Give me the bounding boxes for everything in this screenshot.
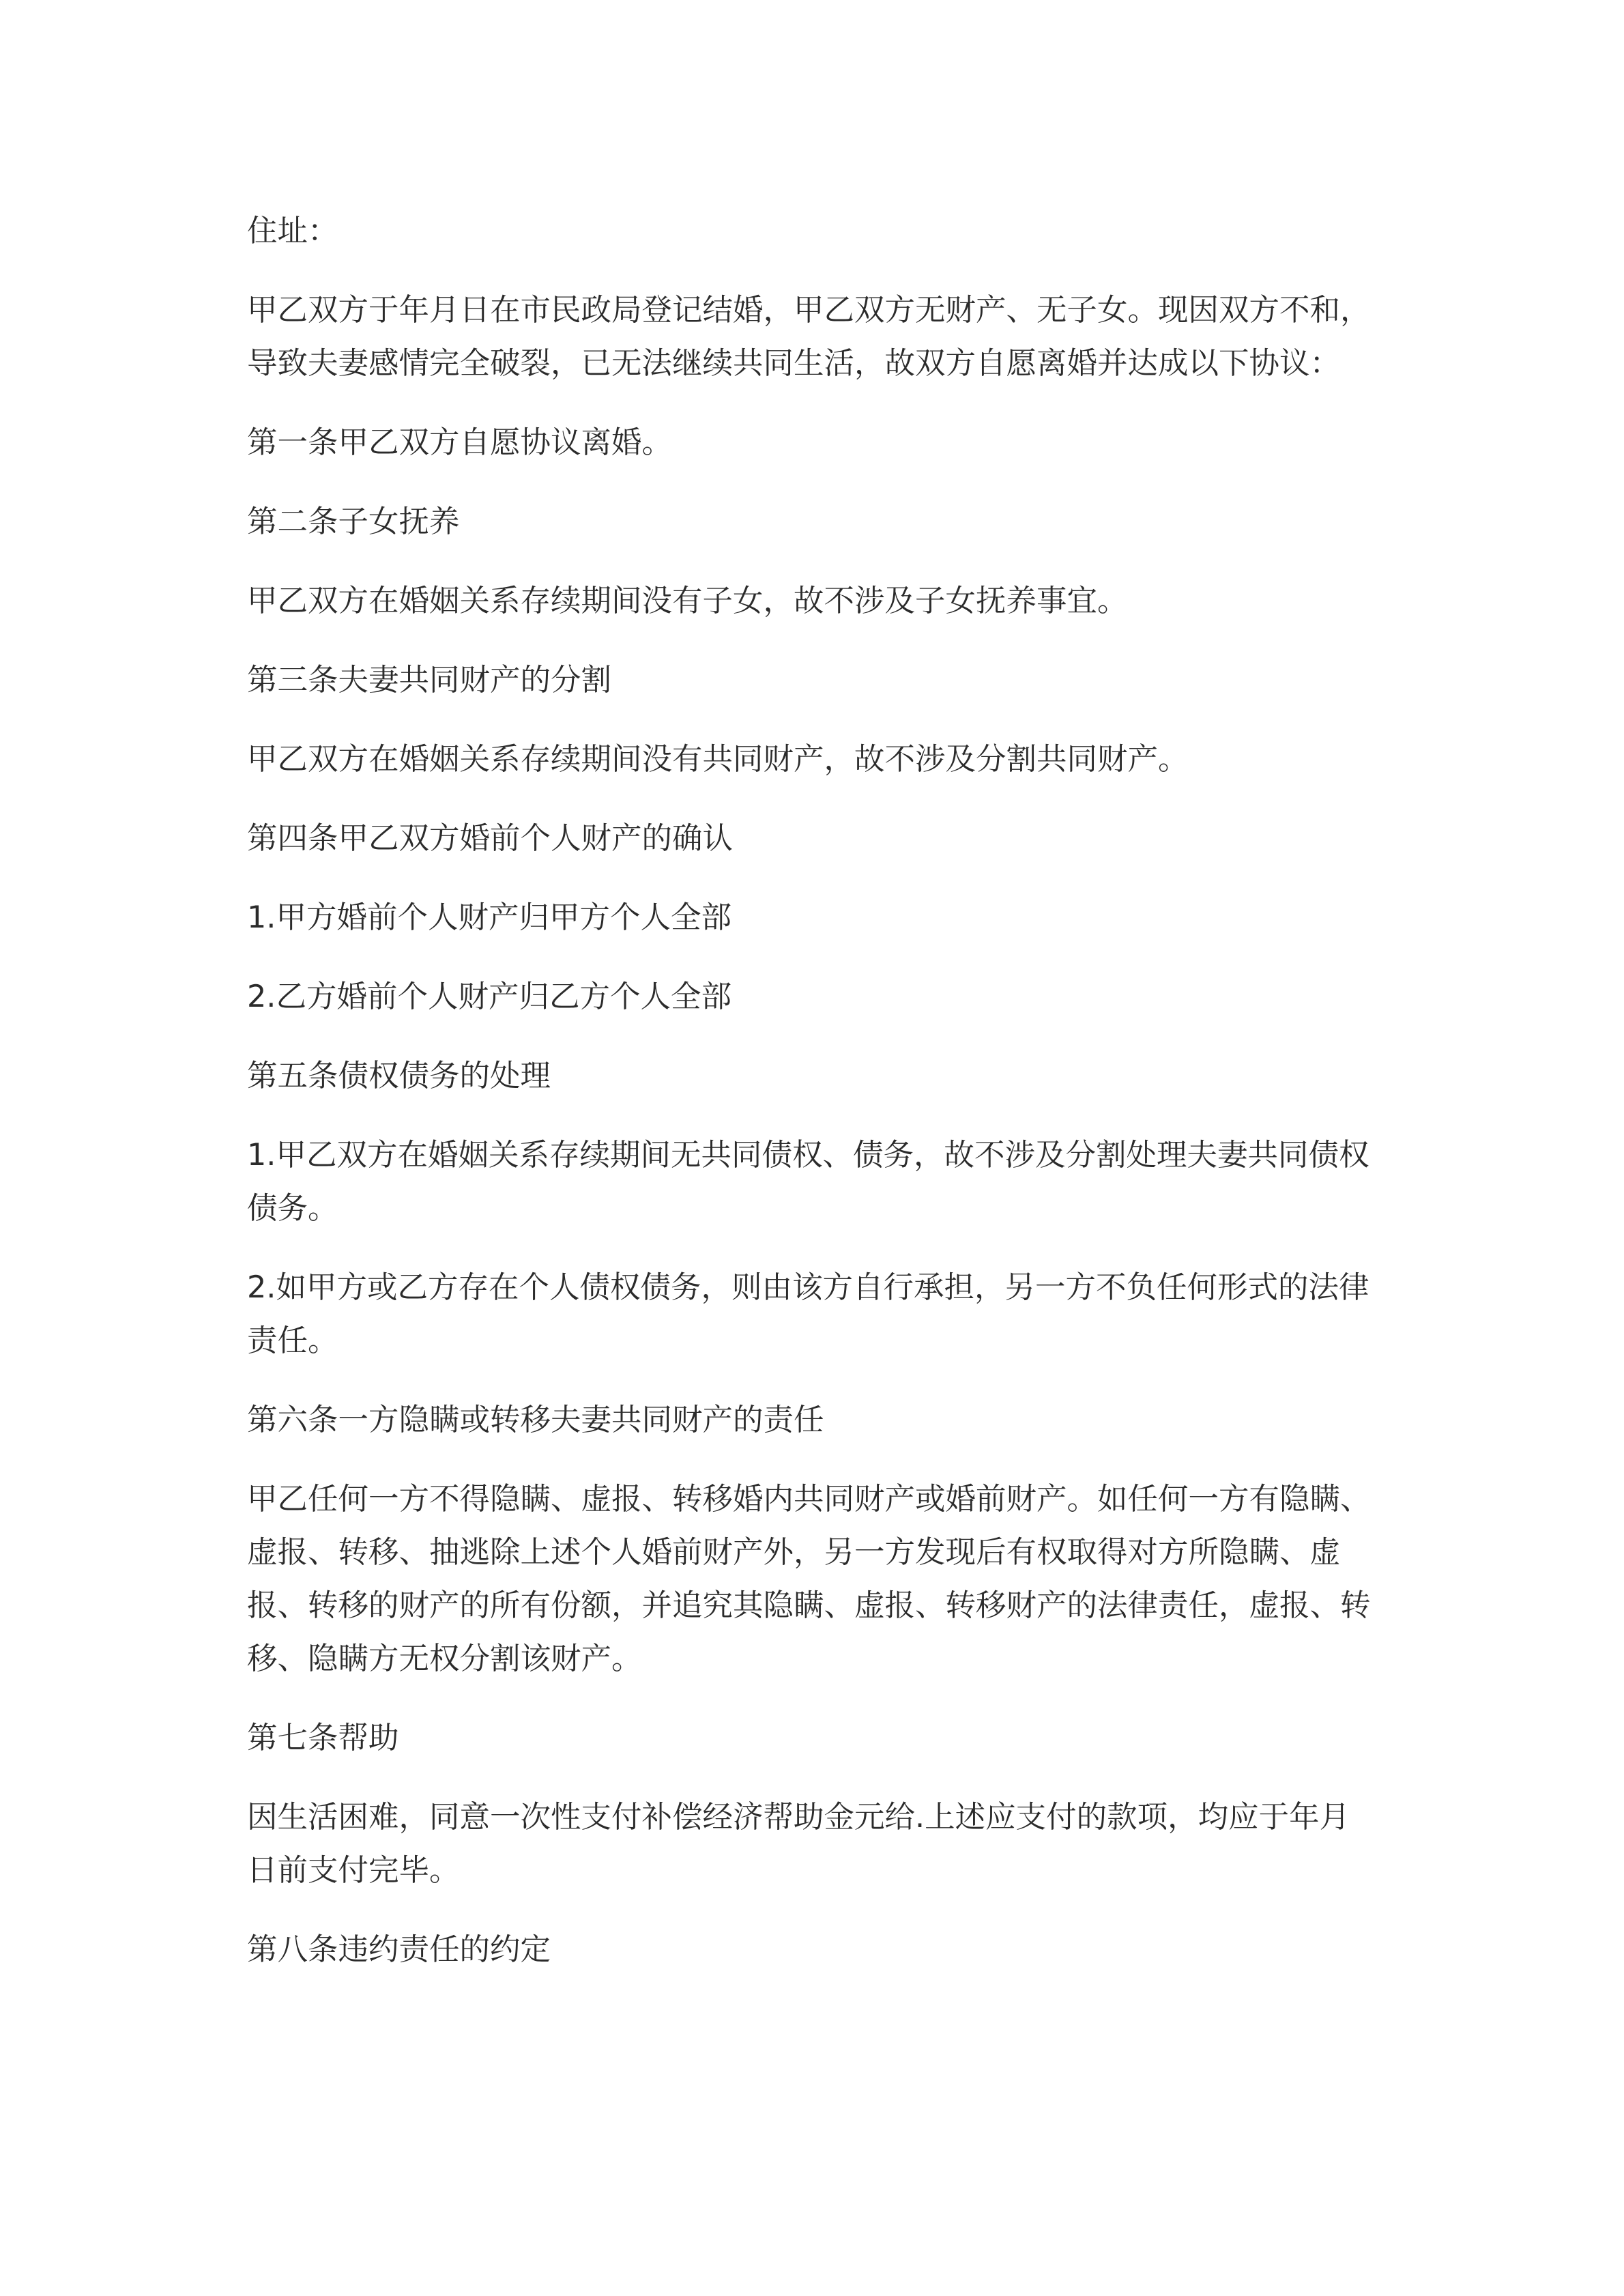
article-7-body: 因生活困难，同意一次性支付补偿经济帮助金元给.上述应支付的款项，均应于年月日前支付完毕。 <box>247 1800 1350 1888</box>
article-2-heading: 第二条子女抚养 <box>247 504 460 539</box>
document-body <box>247 205 1373 2003</box>
article-4-item-2: 2.乙方婚前个人财产归乙方个人全部 <box>247 979 731 1014</box>
article-4-heading: 第四条甲乙双方婚前个人财产的确认 <box>247 821 734 856</box>
article-3-heading: 第三条夫妻共同财产的分割 <box>247 663 612 698</box>
article-6-heading: 第六条一方隐瞒或转移夫妻共同财产的责任 <box>247 1403 824 1437</box>
article-7-heading: 第七条帮助 <box>247 1721 399 1755</box>
article-6-body: 甲乙任何一方不得隐瞒、虚报、转移婚内共同财产或婚前财产。如任何一方有隐瞒、虚报、转移、抽逃除上述个人婚前财产外，另一方发现后有权取得对方所隐瞒、虚报、转移的财产的所有份额，并追究其隐瞒、虚报、转移财产的法律责任，虚报、转移、隐瞒方无权分割该财产。 <box>247 1482 1371 1676</box>
article-3-body: 甲乙双方在婚姻关系存续期间没有共同财产，故不涉及分割共同财产。 <box>247 742 1189 777</box>
article-2-body: 甲乙双方在婚姻关系存续期间没有子女，故不涉及子女抚养事宜。 <box>247 584 1128 618</box>
article-4-item-1: 1.甲方婚前个人财产归甲方个人全部 <box>247 900 731 935</box>
intro-paragraph: 甲乙双方于年月日在市民政局登记结婚，甲乙双方无财产、无子女。现因双方不和，导致夫妻感情完全破裂，已无法继续共同生活，故双方自愿离婚并达成以下协议： <box>247 293 1371 381</box>
article-5-heading: 第五条债权债务的处理 <box>247 1059 551 1093</box>
address-line: 住址： <box>247 214 338 248</box>
article-5-item-2: 2.如甲方或乙方存在个人债权债务，则由该方自行承担，另一方不负任何形式的法律责任。 <box>247 1270 1369 1358</box>
article-5-item-1: 1.甲乙双方在婚姻关系存续期间无共同债权、债务，故不涉及分割处理夫妻共同债权债务。 <box>247 1138 1369 1226</box>
article-1-heading: 第一条甲乙双方自愿协议离婚。 <box>247 425 673 460</box>
article-8-heading: 第八条违约责任的约定 <box>247 1932 551 1967</box>
